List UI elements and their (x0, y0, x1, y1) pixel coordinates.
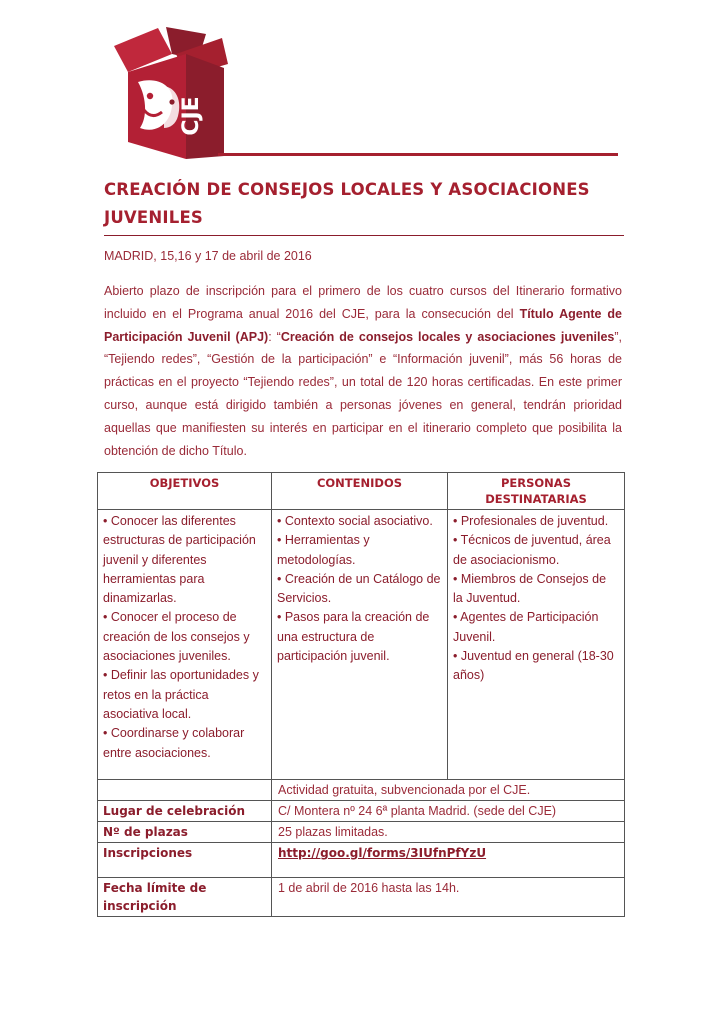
list-item: • Conocer el proceso de creación de los consejos y asociaciones juveniles. (103, 610, 250, 664)
table-row (98, 780, 625, 801)
table-row (98, 878, 625, 917)
lugar-label: Lugar de celebración (98, 801, 272, 822)
table-row (98, 843, 625, 878)
inscripciones-cell (272, 843, 625, 878)
logo-rule (218, 153, 618, 156)
title-divider (104, 235, 624, 236)
list-item: • Coordinarse y colaborar entre asociaciones. (103, 726, 245, 760)
fecha-value: 1 de abril de 2016 hasta las 14h. (272, 878, 625, 917)
intro-part3: ”, “Tejiendo redes”, “Gestión de la participación” e “Información juvenil”, más 56 horas de prácticas en el proyecto “Tejiendo redes”, un total de 120 horas certificadas. En este primer curso, aunque está dirigido también a personas jóvenes en general, tendrán prioridad aquellas que manifiesten su interés en participar en el itinerario completo que posibilita la obtención de dicho Título. (104, 329, 622, 458)
intro-part2: : “ (268, 329, 281, 344)
list-item: • Definir las oportunidades y retos en la práctica asociativa local. (103, 668, 259, 721)
list-item: • Miembros de Consejos de la Juventud. (453, 571, 607, 606)
destinatarias-cell (448, 510, 625, 780)
intro-bold-title: Título Agente de Participación Juvenil (APJ) (104, 306, 622, 344)
plazas-label: Nº de plazas (98, 822, 272, 843)
header-destinatarias: PERSONAS DESTINATARIAS (448, 473, 625, 510)
table-row (98, 822, 625, 843)
dateline: MADRID, 15,16 y 17 de abril de 2016 (104, 249, 312, 263)
list-item: • Agentes de Participación Juvenil. (453, 610, 599, 644)
objetivos-cell (98, 510, 272, 780)
table-content-row (98, 510, 625, 780)
fecha-label: Fecha límite de inscripción (98, 878, 272, 917)
table-row (98, 801, 625, 822)
gratuita-note: Actividad gratuita, subvencionada por el CJE. (272, 780, 625, 801)
intro-paragraph (104, 280, 622, 462)
inscripciones-link[interactable]: http://goo.gl/forms/3IUfnPfYzU (278, 846, 487, 860)
contenidos-cell (272, 510, 448, 780)
intro-bold-course: Creación de consejos locales y asociaciones juveniles (280, 329, 615, 344)
list-item: • Pasos para la creación de una estructura de participación juvenil. (277, 610, 430, 664)
list-item: • Contexto social asociativo. (277, 514, 433, 528)
list-item: • Herramientas y metodologías. (277, 533, 370, 567)
list-item: • Técnicos de juventud, área de asociacionismo. (453, 533, 611, 567)
list-item: • Juventud en general (18-30 años) (453, 649, 614, 683)
list-item: • Conocer las diferentes estructuras de participación juvenil y diferentes herramientas para dinamizarlas. (103, 514, 256, 606)
intro-part1: Abierto plazo de inscripción para el primero de los cuatro cursos del Itinerario formativo incluido en el Programa anual 2016 del CJE, para la consecución del (104, 284, 622, 321)
lugar-value: C/ Montera nº 24 6ª planta Madrid. (sede del CJE) (272, 801, 625, 822)
logo-text: CJE (179, 96, 204, 136)
course-info-table (97, 472, 625, 917)
header-objetivos: OBJETIVOS (98, 473, 272, 510)
empty-label (98, 780, 272, 801)
list-item: • Profesionales de juventud. (453, 514, 609, 528)
header-contenidos: CONTENIDOS (272, 473, 448, 510)
cje-logo (106, 24, 231, 159)
inscripciones-label: Inscripciones (98, 843, 272, 878)
page-title: CREACIÓN DE CONSEJOS LOCALES Y ASOCIACIONES JUVENILES (104, 180, 590, 227)
table-header-row (98, 473, 625, 510)
plazas-value: 25 plazas limitadas. (272, 822, 625, 843)
list-item: • Creación de un Catálogo de Servicios. (277, 571, 441, 606)
